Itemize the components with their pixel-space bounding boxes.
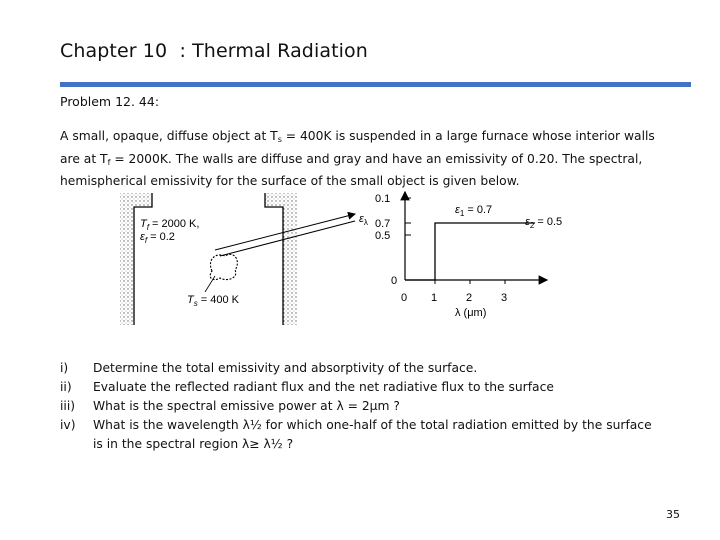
question-text: Determine the total emissivity and absorptivity of the surface. <box>93 361 478 375</box>
ef-label: $\varepsilon_f = 0.2$ <box>140 231 175 245</box>
y-tick-2: 0.5 <box>375 230 391 242</box>
question-list <box>60 359 660 454</box>
tf-label: $T_f = 2000$ K, <box>140 218 200 232</box>
question-text: What is the wavelength λ½ for which one-half of the total radiation emitted by the surface is in the spectral region λ≥ λ½ ? <box>93 418 652 451</box>
problem-label: Problem 12. 44: <box>60 94 160 109</box>
e1-label: $\varepsilon_1 = 0.7$ <box>455 204 493 218</box>
e2-label: $\varepsilon_2 = 0.5$ <box>525 216 563 230</box>
question-text: What is the spectral emissive power at λ = 2μm ? <box>93 399 400 413</box>
x-tick-3: 3 <box>501 292 508 304</box>
question-item <box>60 359 660 378</box>
problem-statement: A small, opaque, diffuse object at $T_s = 400K$ is suspended in a large furnace whose interior walls are at $T_f = 2000K$. The walls are diffuse and gray and have an emissivity of 0.20. The spectral, hemispherical emissivity for the surface of the small object is given below. <box>60 129 655 188</box>
question-text: Evaluate the reflected radiant flux and the net radiative flux to the surface <box>93 380 554 394</box>
x-tick-2: 2 <box>466 292 473 304</box>
question-item <box>60 416 660 454</box>
y-tick-0: 0.1 <box>375 193 391 205</box>
page-number: 35 <box>666 508 680 521</box>
question-number: i) <box>60 361 69 375</box>
problem-figure <box>115 188 595 328</box>
question-number: iv) <box>60 418 76 432</box>
elambda-label: $\varepsilon_\lambda$ <box>359 213 368 227</box>
question-item <box>60 397 660 416</box>
object-leader-line <box>205 276 215 292</box>
question-item <box>60 378 660 397</box>
question-number: iii) <box>60 399 76 413</box>
slide-title: Chapter 10 : Thermal Radiation <box>60 40 368 62</box>
figure-svg <box>115 188 595 328</box>
small-object <box>210 254 237 279</box>
question-number: ii) <box>60 380 72 394</box>
y-tick-1: 0.7 <box>375 218 391 230</box>
y-tick-3: 0 <box>391 275 398 287</box>
emissivity-step-curve <box>405 223 535 280</box>
x-tick-0: 0 <box>401 292 408 304</box>
ts-label: $T_s = 400$ K <box>187 294 240 308</box>
title-divider <box>60 82 691 87</box>
x-tick-1: 1 <box>431 292 438 304</box>
x-axis-label: λ (μm) <box>455 307 487 319</box>
